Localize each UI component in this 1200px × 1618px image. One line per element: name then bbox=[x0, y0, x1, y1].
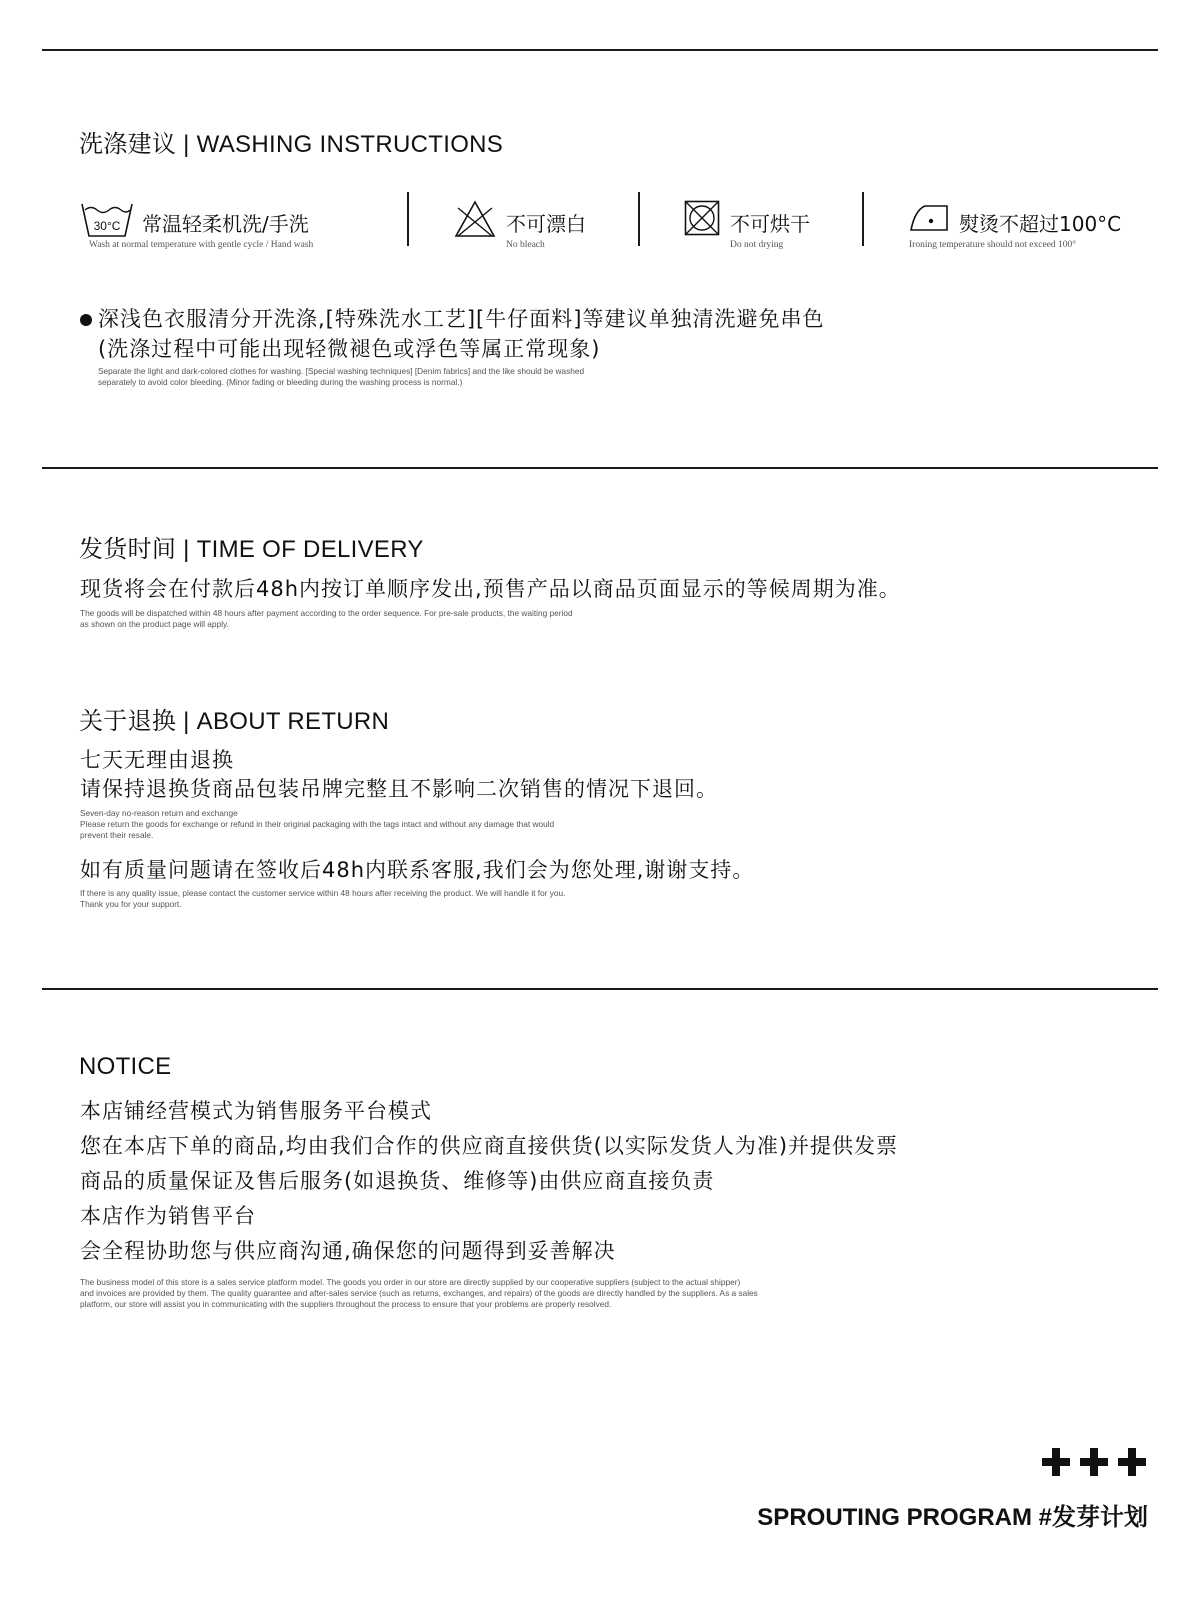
en-line: Separate the light and dark-colored clothes for washing. [Special washing techniques] [Denim fabrics] and the like should be washed bbox=[98, 366, 585, 376]
section-divider bbox=[42, 467, 1158, 469]
delivery-text-en bbox=[80, 608, 573, 630]
wash-item-label: 常温轻柔机洗/手洗 bbox=[142, 212, 309, 236]
wash-item-no-bleach bbox=[454, 196, 634, 252]
cross-mark bbox=[1118, 1448, 1146, 1476]
no-tumble-dry-icon bbox=[684, 200, 720, 236]
notice-line: 商品的质量保证及售后服务(如退换货、维修等)由供应商直接负责 bbox=[80, 1169, 715, 1193]
en-line: Seven-day no-reason return and exchange bbox=[80, 808, 238, 818]
wash-item-en: Wash at normal temperature with gentle cycle / Hand wash bbox=[89, 240, 314, 250]
quality-text-cn: 如有质量问题请在签收后48h内联系客服,我们会为您处理,谢谢支持。 bbox=[80, 858, 755, 882]
washing-note-en bbox=[98, 366, 584, 388]
notice-title: NOTICE bbox=[79, 1053, 172, 1080]
vertical-divider bbox=[638, 192, 640, 246]
wash-item-en: Ironing temperature should not exceed 100° bbox=[909, 240, 1077, 250]
vertical-divider bbox=[862, 192, 864, 246]
vertical-divider bbox=[407, 192, 409, 246]
wash-item-label: 不可烘干 bbox=[730, 212, 810, 236]
en-line: Thank you for your support. bbox=[80, 898, 182, 909]
wash-item-iron bbox=[909, 196, 1159, 252]
quality-text-en bbox=[80, 888, 565, 910]
en-line: The goods will be dispatched within 48 hours after payment according to the order sequence. For pre-sale products, the waiting period bbox=[80, 608, 573, 618]
top-divider bbox=[42, 49, 1158, 51]
en-line: as shown on the product page will apply. bbox=[80, 618, 229, 629]
washing-note-cn-2: (洗涤过程中可能出现轻微褪色或浮色等属正常现象) bbox=[98, 337, 601, 361]
notice-line: 会全程协助您与供应商沟通,确保您的问题得到妥善解决 bbox=[80, 1239, 616, 1263]
en-line: platform, our store will assist you in communicating with the suppliers throughout the process to ensure that your problems are properly resolved. bbox=[80, 1298, 612, 1309]
delivery-text-cn: 现货将会在付款后48h内按订单顺序发出,预售产品以商品页面显示的等候周期为准。 bbox=[80, 577, 901, 601]
cross-mark bbox=[1080, 1448, 1108, 1476]
wash-30-icon bbox=[80, 200, 134, 240]
wash-item-label: 不可漂白 bbox=[506, 212, 586, 236]
en-line: prevent their resale. bbox=[80, 829, 154, 840]
en-line: and invoices are provided by them. The quality guarantee and after-sales service (such as returns, exchanges, and repairs) of the goods are directly handled by the suppliers. As a sales bbox=[80, 1287, 758, 1298]
notice-line: 本店铺经营模式为销售服务平台模式 bbox=[80, 1099, 432, 1123]
washing-title: 洗涤建议 | WASHING INSTRUCTIONS bbox=[79, 131, 504, 158]
wash-item-no-dry bbox=[684, 196, 864, 252]
en-line: The business model of this store is a sales service platform model. The goods you order in our store are directly supplied by our cooperative suppliers (subject to the actual shipper) bbox=[80, 1277, 741, 1287]
en-line: If there is any quality issue, please contact the customer service within 48 hours after receiving the product. We will handle it for you. bbox=[80, 888, 566, 898]
en-line: Please return the goods for exchange or refund in their original packaging with the tags intact and without any damage that would bbox=[80, 818, 555, 829]
return-title: 关于退换 | ABOUT RETURN bbox=[79, 708, 390, 735]
return-text-en bbox=[80, 808, 554, 840]
wash-item-en: No bleach bbox=[506, 240, 545, 250]
wash-item-label: 熨烫不超过100°C bbox=[959, 212, 1122, 236]
notice-text-en bbox=[80, 1277, 758, 1309]
wash-item-normal bbox=[80, 196, 400, 252]
en-line: separately to avoid color bleeding. (Minor fading or bleeding during the washing process is normal.) bbox=[98, 376, 463, 387]
return-text-cn-2: 请保持退换货商品包装吊牌完整且不影响二次销售的情况下退回。 bbox=[80, 777, 718, 801]
iron-icon bbox=[909, 202, 949, 234]
notice-line: 本店作为销售平台 bbox=[80, 1204, 256, 1228]
notice-line: 您在本店下单的商品,均由我们合作的供应商直接供货(以实际发货人为准)并提供发票 bbox=[80, 1134, 899, 1158]
return-text-cn: 七天无理由退换 bbox=[80, 748, 234, 772]
bullet-dot bbox=[80, 314, 92, 326]
cross-mark bbox=[1042, 1448, 1070, 1476]
wash-temp-label: 30°C bbox=[93, 219, 121, 233]
delivery-title: 发货时间 | TIME OF DELIVERY bbox=[79, 536, 424, 563]
washing-note-cn: 深浅色衣服清分开洗涤,[特殊洗水工艺][牛仔面料]等建议单独清洗避免串色 bbox=[98, 307, 825, 331]
no-bleach-icon bbox=[454, 200, 496, 238]
section-divider bbox=[42, 988, 1158, 990]
wash-item-en: Do not drying bbox=[730, 240, 784, 250]
triple-cross-icon bbox=[1042, 1448, 1152, 1476]
brand-name: SPROUTING PROGRAM #发芽计划 bbox=[757, 1504, 1148, 1531]
